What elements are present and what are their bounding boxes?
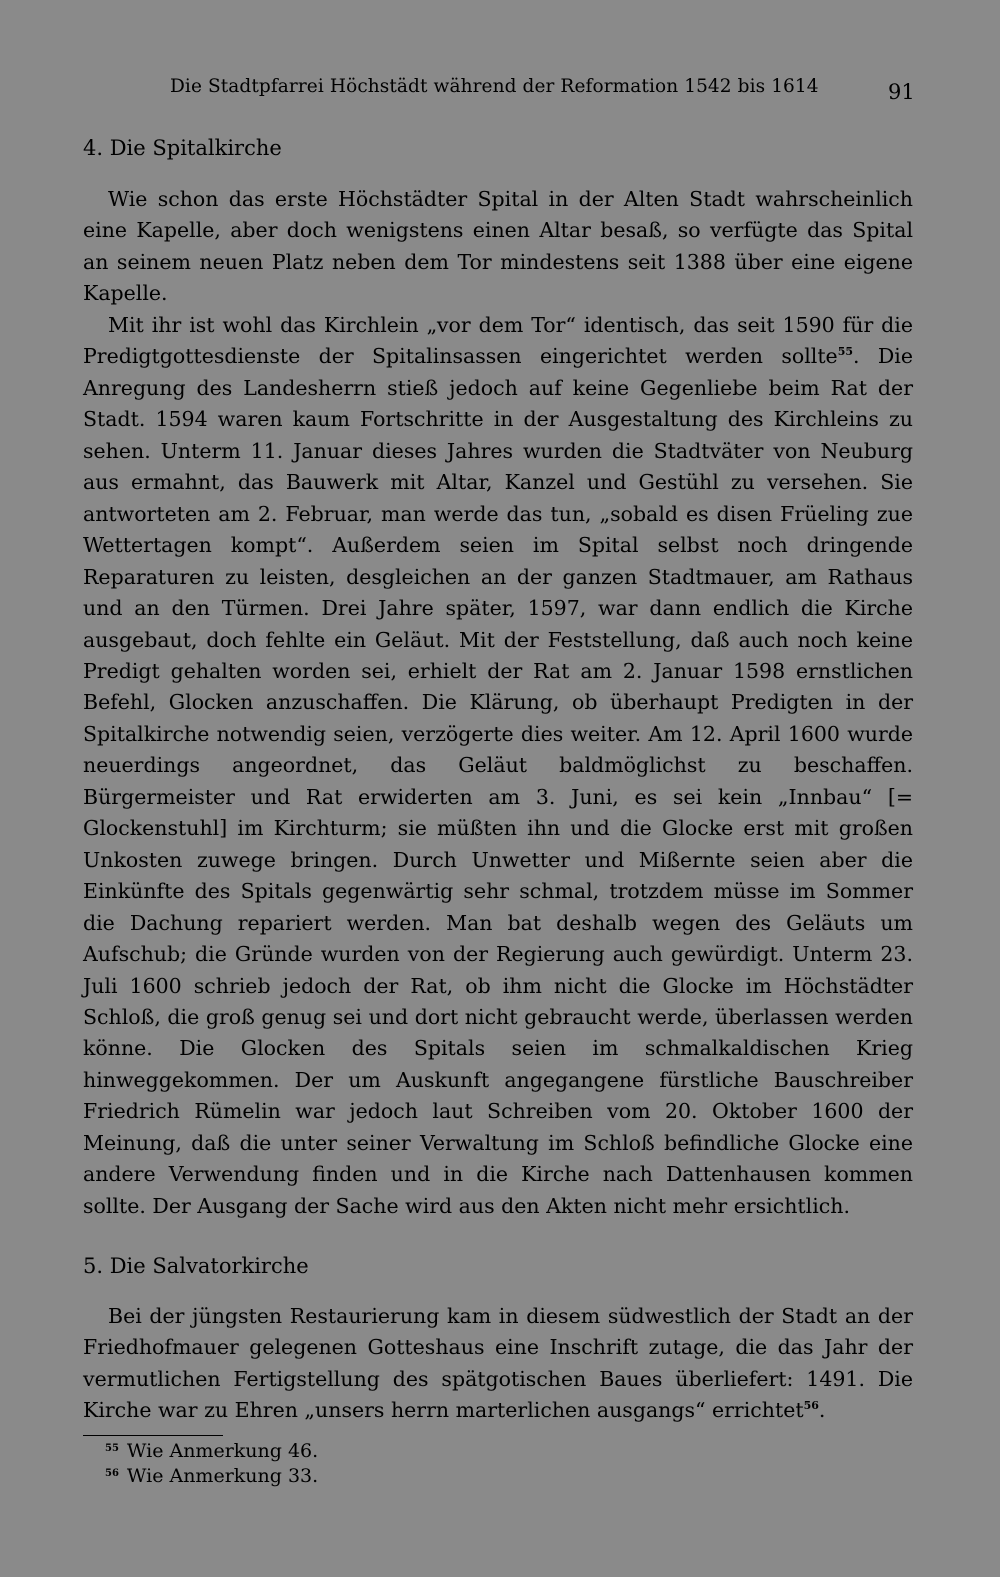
footnote-mark: 55 xyxy=(105,1443,119,1454)
footnote xyxy=(105,1465,318,1487)
running-header: Die Stadtpfarrei Höchstädt während der Reformation 1542 bis 1614 xyxy=(170,76,819,97)
section-heading-salvatorkirche: 5. Die Salvatorkirche xyxy=(83,1254,309,1278)
page-number: 91 xyxy=(888,80,915,104)
paragraph-text: . xyxy=(818,1398,826,1423)
footnote-divider xyxy=(83,1435,223,1436)
footnote-text: Wie Anmerkung 46. xyxy=(126,1440,319,1462)
footnote-reference[interactable]: 56 xyxy=(803,1399,819,1413)
section-heading-spitalkirche: 4. Die Spitalkirche xyxy=(83,136,282,160)
paragraph-text: . Die Anregung des Landesherrn stieß jedoch auf keine Gegenliebe beim Rat der Stadt. 1594 waren kaum Fortschritte in der Ausgestaltung des Kirchleins zu sehen. Unterm 11. Januar dieses Jahres wurden die Stadtväter von Neuburg aus ermahnt, das Bauwerk mit Altar, Kanzel und Gestühl zu versehen. Sie antworteten am 2. Februar, man werde das tun, „sobald es disen Früeling zue Wettertagen kompt“. Außerdem seien im Spital selbst noch dringende Reparaturen zu leisten, desgleichen an der ganzen Stadtmauer, am Rathaus und an den Türmen. Drei Jahre später, 1597, war dann endlich die Kirche ausgebaut, doch fehlte ein Geläut. Mit der Feststellung, daß auch noch keine Predigt gehalten worden sei, erhielt der Rat am 2. Januar 1598 ernstlichen Befehl, Glocken anzuschaffen. Die Klärung, ob überhaupt Predigten in der Spitalkirche notwendig seien, verzögerte dies weiter. Am 12. April 1600 wurde neuerdings angeordnet, das Geläut baldmöglichst zu beschaffen. Bürgermeister und Rat erwiderten am 3. Juni, es sei kein „Innbau“ [= Glockenstuhl] im Kirchturm; sie müßten ihn und die Glocke erst mit großen Unkosten zuwege bringen. Durch Unwetter und Mißernte seien aber die Einkünfte des Spitals gegenwärtig sehr schmal, trotzdem müsse im Sommer die Dachung repariert werden. Man bat deshalb wegen des Geläuts um Aufschub; die Gründe wurden von der Regierung auch gewürdigt. Unterm 23. Juli 1600 schrieb jedoch der Rat, ob ihm nicht die Glocke im Höchstädter Schloß, die groß genug sei und dort nicht gebraucht werde, überlassen werden könne. Die Glocken des Spitals seien im schmalkaldischen Krieg hinweggekommen. Der um Auskunft angegangene fürstliche Bauschreiber Friedrich Rümelin war jedoch laut Schreiben vom 20. Oktober 1600 der Meinung, daß die unter seiner Verwaltung im Schloß befindliche Glocke eine andere Verwendung finden und in die Kirche nach Dattenhausen kommen sollte. Der Ausgang der Sache wird aus den Akten nicht mehr ersichtlich. xyxy=(83,344,913,1218)
paragraph xyxy=(83,1301,913,1427)
paragraph-text: Mit ihr ist wohl das Kirchlein „vor dem Tor“ identisch, das seit 1590 für die Predigtgottesdienste der Spitalinsassen eingerichtet werden sollte xyxy=(83,313,913,369)
footnote-mark: 56 xyxy=(105,1468,119,1479)
paragraph xyxy=(83,310,913,1222)
footnote-reference[interactable]: 55 xyxy=(837,345,854,359)
paragraph-text: Bei der jüngsten Restaurierung kam in diesem südwestlich der Stadt an der Friedhofmauer gelegenen Gotteshaus eine Inschrift zutage, die das Jahr der vermutlichen Fertigstellung des spätgotischen Baues überliefert: 1491. Die Kirche war zu Ehren „unsers herrn marterlichen ausgangs“ errichtet xyxy=(83,1304,913,1423)
footnote xyxy=(105,1440,318,1462)
footnote-text: Wie Anmerkung 33. xyxy=(126,1465,319,1487)
paragraph: Wie schon das erste Höchstädter Spital in der Alten Stadt wahrscheinlich eine Kapelle, aber doch wenigstens einen Altar besaß, so verfügte das Spital an seinem neuen Platz neben dem Tor mindestens seit 1388 über eine eigene Kapelle. xyxy=(83,187,913,306)
